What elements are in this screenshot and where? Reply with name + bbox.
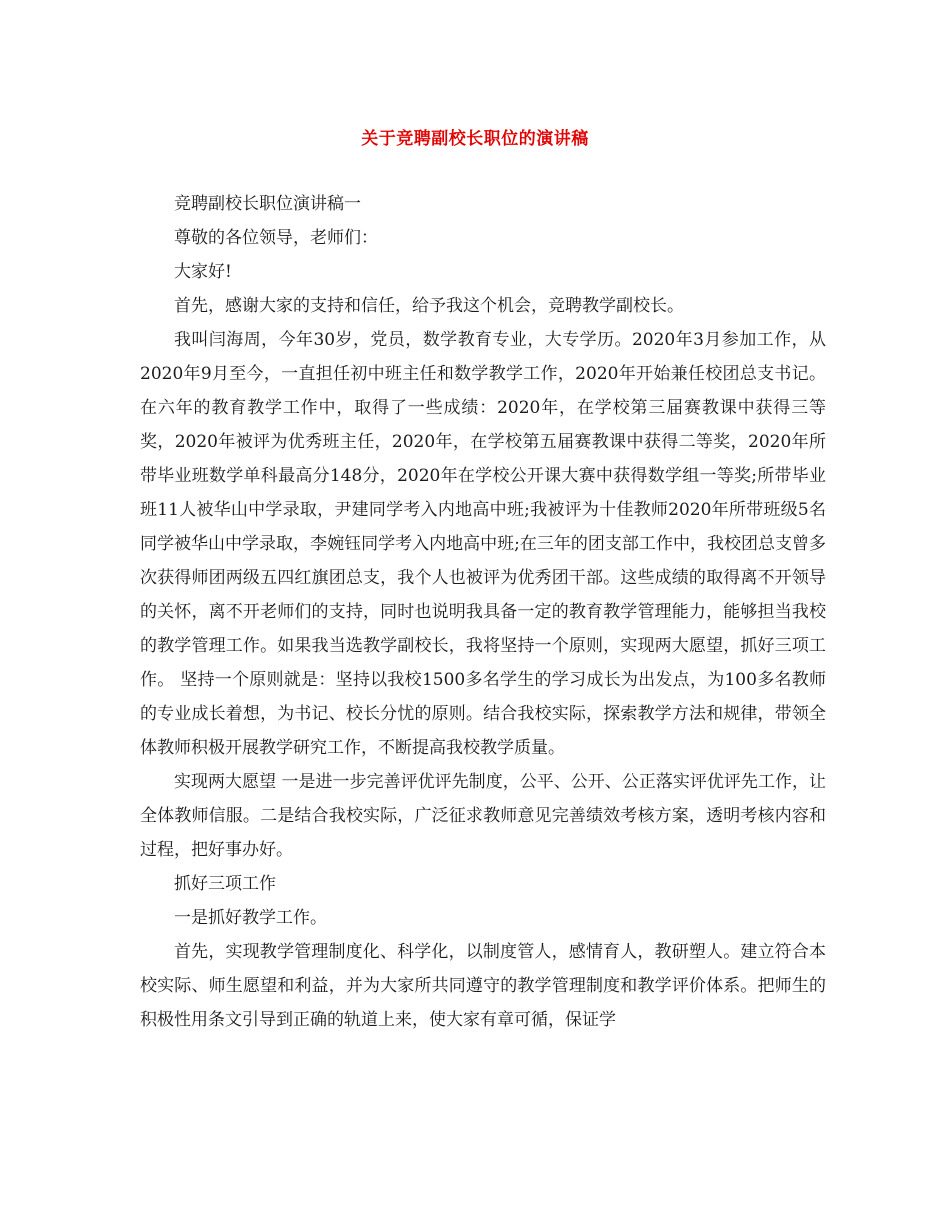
paragraph-subtitle: 竞聘副校长职位演讲稿一: [174, 194, 361, 214]
paragraph-thanks: 首先，感谢大家的支持和信任，给予我这个机会，竞聘教学副校长。: [174, 296, 684, 316]
document-title: 关于竞聘副校长职位的演讲稿: [361, 129, 589, 149]
paragraph-two-wishes: 实现两大愿望 一是进一步完善评优评先制度，公平、公开、公正落实评优评先工作，让全体教师信服。二是结合我校实际，广泛征求教师意见完善绩效考核方案，透明考核内容和过程，把好事办好。: [140, 772, 826, 860]
paragraph-first-task: 一是抓好教学工作。: [174, 908, 327, 928]
paragraph-teaching-management: 首先，实现教学管理制度化、科学化，以制度管人，感情育人，教研塑人。建立符合本校实际、师生愿望和利益，并为大家所共同遵守的教学管理制度和教学评价体系。把师生的积极性用条文引导到正确的轨道上来，使大家有章可循，保证学: [140, 942, 826, 1030]
document-body: [140, 187, 826, 1037]
paragraph-salutation: 尊敬的各位领导，老师们：: [174, 228, 378, 248]
paragraph-introduction: 我叫闫海周，今年30岁，党员，数学教育专业，大专学历。2020年3月参加工作，从2020年9月至今，一直担任初中班主任和数学教学工作，2020年开始兼任校团总支书记。在六年的教育教学工作中，取得了一些成绩：2020年，在学校第三届赛教课中获得三等奖，2020年被评为优秀班主任，2020年，在学校第五届赛教课中获得二等奖，2020年所带毕业班数学单科最高分148分，2020年在学校公开课大赛中获得数学组一等奖;所带毕业班11人被华山中学录取，尹建同学考入内地高中班;我被评为十佳教师2020年所带班级5名同学被华山中学录取，李婉钰同学考入内地高中班;在三年的团支部工作中，我校团总支曾多次获得师团两级五四红旗团总支，我个人也被评为优秀团干部。这些成绩的取得离不开领导的关怀，离不开老师们的支持，同时也说明我具备一定的教育教学管理能力，能够担当我校的教学管理工作。如果我当选教学副校长，我将坚持一个原则，实现两大愿望，抓好三项工作。 坚持一个原则就是：坚持以我校1500多名学生的学习成长为出发点，为100多名教师的专业成长着想，为书记、校长分忧的原则。结合我校实际，探索教学方法和规律，带领全体教师积极开展教学研究工作，不断提高我校教学质量。: [140, 330, 826, 758]
paragraph-greeting: 大家好!: [174, 262, 232, 282]
paragraph-three-tasks-heading: 抓好三项工作: [174, 874, 276, 894]
